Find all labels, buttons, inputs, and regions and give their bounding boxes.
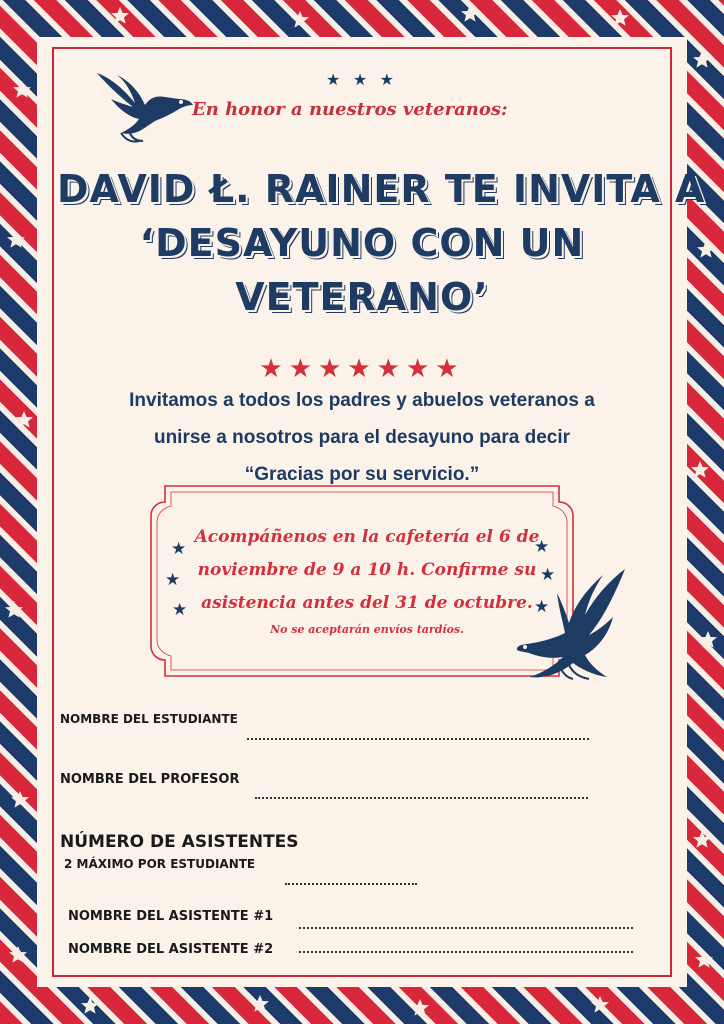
star-divider: ★★★★★★★ — [259, 353, 465, 383]
star-icon: ★ — [165, 570, 181, 589]
intro-text — [97, 382, 627, 493]
invitation-sheet — [37, 37, 706, 987]
title-line: VETERANO’ — [235, 275, 489, 319]
title-line: ‘DESAYUNO CON UN — [139, 221, 585, 265]
star-icon: ★ — [534, 597, 550, 616]
intro-line: unirse a nosotros para el desayuno para decir — [153, 427, 571, 448]
decor-stars: ★ ★ ★ — [326, 72, 398, 89]
star-icon: ★ — [172, 600, 188, 619]
attendee2-name-label: NOMBRE DEL ASISTENTE #2 — [68, 942, 274, 957]
attendees-count-label: NÚMERO DE ASISTENTES — [60, 832, 299, 852]
honor-heading: En honor a nuestros veteranos: — [192, 99, 508, 120]
late-note: No se aceptarán envíos tardíos. — [270, 623, 464, 636]
eagle-icon — [499, 567, 627, 692]
attendee1-name-field[interactable] — [299, 927, 633, 929]
attendee1-name-label: NOMBRE DEL ASISTENTE #1 — [68, 909, 274, 924]
details-line: Acompáñenos en la cafetería el 6 de — [194, 527, 540, 547]
intro-line: “Gracias por su servicio.” — [244, 464, 480, 485]
student-name-field[interactable] — [247, 738, 589, 740]
star-icon: ★ — [540, 565, 556, 584]
details-line: asistencia antes del 31 de octubre. — [201, 593, 533, 613]
attendees-count-field[interactable] — [285, 883, 417, 885]
page-title — [57, 162, 706, 324]
teacher-name-field[interactable] — [255, 797, 588, 799]
star-icon: ★ — [534, 537, 550, 556]
eagle-icon — [95, 69, 195, 147]
title-line: DAVID Ł. RAINER TE INVITA A — [57, 167, 706, 211]
details-line: noviembre de 9 a 10 h. Confirme su — [197, 560, 537, 580]
event-details — [187, 521, 550, 640]
star-icon: ★ — [171, 539, 187, 558]
attendee2-name-field[interactable] — [299, 951, 633, 953]
teacher-name-label: NOMBRE DEL PROFESOR — [60, 772, 240, 787]
attendees-limit-note: 2 MÁXIMO POR ESTUDIANTE — [64, 857, 256, 871]
intro-line: Invitamos a todos los padres y abuelos veteranos a — [129, 390, 595, 411]
student-name-label: NOMBRE DEL ESTUDIANTE — [60, 712, 238, 726]
